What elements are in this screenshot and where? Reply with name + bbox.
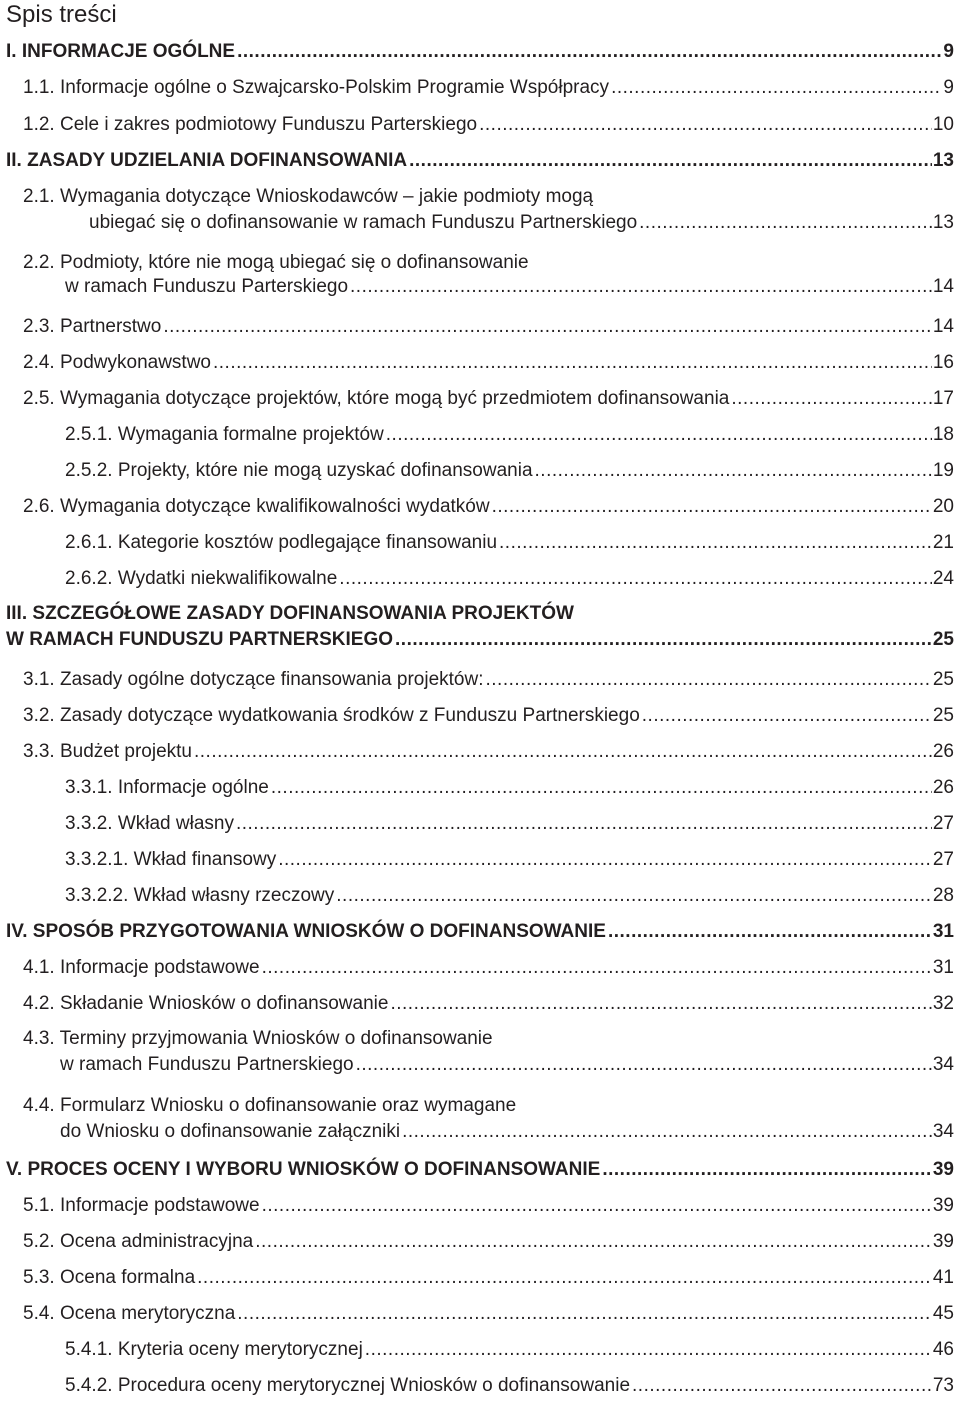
toc-entry-line: [65, 275, 954, 299]
toc-entry-text: 5.1. Informacje podstawowe: [23, 1195, 260, 1216]
toc-entry[interactable]: [23, 495, 954, 519]
toc-entry-line: [23, 1302, 954, 1326]
toc-entry-line: [23, 1266, 954, 1290]
toc-entry-text: 4.2. Składanie Wniosków o dofinansowanie: [23, 993, 389, 1014]
toc-entry-text: 2.5.1. Wymagania formalne projektów: [65, 424, 384, 445]
dot-leader: [356, 1053, 932, 1077]
dot-leader: [499, 531, 932, 555]
toc-entry-text: 2.6.1. Kategorie kosztów podlegające finansowaniu: [65, 532, 498, 553]
toc-page-number: 9: [943, 77, 954, 98]
dot-leader: [535, 459, 932, 483]
toc-page-number: 13: [932, 212, 954, 233]
toc-entry-line: [6, 920, 954, 944]
toc-entry[interactable]: [23, 387, 954, 411]
toc-entry-line: [65, 1338, 954, 1362]
dot-leader: [731, 387, 932, 411]
dot-leader: [194, 740, 932, 764]
toc-entry-text: w ramach Funduszu Partnerskiego: [60, 1054, 354, 1075]
toc-entry[interactable]: [65, 1338, 954, 1362]
toc-page-number: 39: [932, 1159, 954, 1180]
toc-entry[interactable]: [6, 1158, 954, 1182]
toc-page-number: 9: [943, 41, 954, 62]
toc-page-number: 28: [932, 885, 954, 906]
toc-page-number: 31: [932, 921, 954, 942]
toc-entry-line: [23, 113, 954, 137]
page-title: Spis treści: [6, 1, 117, 28]
toc-entry-text: IV. SPOSÓB PRZYGOTOWANIA WNIOSKÓW O DOFINANSOWANIE: [6, 921, 606, 942]
toc-entry-text: 3.3.2.2. Wkład własny rzeczowy: [65, 885, 335, 906]
dot-leader: [278, 848, 932, 872]
toc-entry[interactable]: [23, 1194, 954, 1218]
toc-entry-line: [65, 884, 954, 908]
toc-page-number: 10: [932, 114, 954, 135]
toc-page-number: 24: [932, 568, 954, 589]
toc-entry-line: [6, 1158, 954, 1182]
toc-entry[interactable]: [23, 740, 954, 764]
toc-entry[interactable]: [23, 1027, 954, 1075]
dot-leader: [197, 1266, 932, 1290]
toc-page-number: 27: [932, 813, 954, 834]
dot-leader: [271, 776, 932, 800]
toc-entry-text: II. ZASADY UDZIELANIA DOFINANSOWANIA: [6, 150, 408, 171]
dot-leader: [262, 956, 932, 980]
toc-page-number: 34: [932, 1054, 954, 1075]
dot-leader: [163, 315, 932, 339]
toc-page-number: 14: [932, 276, 954, 297]
dot-leader: [365, 1338, 932, 1362]
toc-entry-line: [60, 1120, 954, 1144]
dot-leader: [395, 628, 932, 652]
toc-entry-text: 5.2. Ocena administracyjna: [23, 1231, 254, 1252]
toc-entry-line: [65, 423, 954, 447]
toc-page-number: 27: [932, 849, 954, 870]
dot-leader: [213, 351, 932, 375]
toc-page-number: 16: [932, 352, 954, 373]
dot-leader: [492, 495, 932, 519]
dot-leader: [339, 567, 932, 591]
toc-entry[interactable]: [23, 1266, 954, 1290]
toc-entry-text: I. INFORMACJE OGÓLNE: [6, 41, 236, 62]
toc-entry[interactable]: [65, 423, 954, 447]
toc-entry-line: [6, 40, 954, 64]
toc-page-number: 31: [932, 957, 954, 978]
toc-entry[interactable]: [23, 251, 954, 297]
toc-entry[interactable]: [23, 351, 954, 375]
toc-entry-text: 2.6. Wymagania dotyczące kwalifikowalności wydatków: [23, 496, 490, 517]
toc-entry-line: [23, 1194, 954, 1218]
toc-entry[interactable]: [65, 776, 954, 800]
toc-entry-line: [23, 1230, 954, 1254]
toc-entry-line: [89, 211, 954, 235]
toc-entry[interactable]: [23, 992, 954, 1016]
toc-page-number: 45: [932, 1303, 954, 1324]
toc-entry-text: 2.3. Partnerstwo: [23, 316, 162, 337]
toc-entry[interactable]: [65, 848, 954, 872]
dot-leader: [642, 704, 932, 728]
toc-entry-line: [6, 149, 954, 173]
toc-page-number: 25: [932, 629, 954, 650]
toc-entry[interactable]: [65, 531, 954, 555]
toc-entry[interactable]: [23, 668, 954, 692]
toc-entry[interactable]: [6, 602, 954, 650]
toc-entry-line: [60, 1053, 954, 1077]
toc-entry[interactable]: [65, 884, 954, 908]
toc-entry-text: 3.1. Zasady ogólne dotyczące finansowania projektów:: [23, 669, 484, 690]
dot-leader: [611, 76, 942, 100]
toc-entry-line: [23, 668, 954, 692]
dot-leader: [237, 1302, 932, 1326]
toc-entry-text: 3.3.1. Informacje ogólne: [65, 777, 269, 798]
toc-entry-text: 2.5. Wymagania dotyczące projektów, które mogą być przedmiotem dofinansowania: [23, 388, 730, 409]
toc-page-number: 19: [932, 460, 954, 481]
toc-entry[interactable]: [23, 185, 954, 233]
toc-entry-line: [23, 351, 954, 375]
toc-page-number: 34: [932, 1121, 954, 1142]
toc-entry-text: 2.6.2. Wydatki niekwalifikowalne: [65, 568, 338, 589]
toc-entry-line: [23, 956, 954, 980]
dot-leader: [350, 275, 932, 299]
toc-entry-line: [65, 567, 954, 591]
toc-page-number: 25: [932, 705, 954, 726]
toc-page-number: 73: [932, 1375, 954, 1396]
toc-entry[interactable]: [23, 76, 954, 100]
toc-entry[interactable]: [23, 1094, 954, 1142]
dot-leader: [479, 113, 932, 137]
toc-entry-text: 3.3.2. Wkład własny: [65, 813, 234, 834]
toc-entry-text: ubiegać się o dofinansowanie w ramach Funduszu Partnerskiego: [89, 212, 638, 233]
toc-entry-text: 5.3. Ocena formalna: [23, 1267, 196, 1288]
dot-leader: [409, 149, 932, 173]
toc-entry-line: [65, 531, 954, 555]
toc-entry[interactable]: [6, 40, 954, 64]
toc-entry-line: [23, 704, 954, 728]
toc-entry-first-line: III. SZCZEGÓŁOWE ZASADY DOFINANSOWANIA PROJEKTÓW: [6, 603, 574, 624]
toc-page-number: 41: [932, 1267, 954, 1288]
toc-entry-text: 1.1. Informacje ogólne o Szwajcarsko-Polskim Programie Współpracy: [23, 77, 610, 98]
toc-entry-line: [65, 812, 954, 836]
toc-entry-text: 3.3.2.1. Wkład finansowy: [65, 849, 277, 870]
dot-leader: [255, 1230, 932, 1254]
toc-page-number: 32: [932, 993, 954, 1014]
dot-leader: [632, 1374, 932, 1398]
toc-entry[interactable]: [65, 1374, 954, 1398]
toc-entry-text: 3.3. Budżet projektu: [23, 741, 192, 762]
toc-page-number: 21: [932, 532, 954, 553]
toc-entry[interactable]: [65, 812, 954, 836]
dot-leader: [390, 992, 931, 1016]
toc-entry-text: 5.4.2. Procedura oceny merytorycznej Wniosków o dofinansowanie: [65, 1375, 631, 1396]
toc-entry-line: [65, 1374, 954, 1398]
toc-entry[interactable]: [23, 1302, 954, 1326]
toc-entry-line: [23, 315, 954, 339]
toc-entry-text: V. PROCES OCENY I WYBORU WNIOSKÓW O DOFINANSOWANIE: [6, 1159, 601, 1180]
toc-entry-line: [23, 992, 954, 1016]
toc-entry-text: 4.1. Informacje podstawowe: [23, 957, 260, 978]
toc-page-number: 25: [932, 669, 954, 690]
toc-page-number: 17: [932, 388, 954, 409]
toc-entry-first-line: 2.2. Podmioty, które nie mogą ubiegać się o dofinansowanie: [23, 252, 529, 273]
toc-entry-text: 2.5.2. Projekty, które nie mogą uzyskać dofinansowania: [65, 460, 533, 481]
toc-entry-line: [23, 76, 954, 100]
toc-entry-line: [23, 495, 954, 519]
toc-entry-first-line: 4.4. Formularz Wniosku o dofinansowanie oraz wymagane: [23, 1095, 517, 1116]
dot-leader: [486, 668, 932, 692]
toc-entry-text: 3.2. Zasady dotyczące wydatkowania środków z Funduszu Partnerskiego: [23, 705, 640, 726]
dot-leader: [402, 1120, 932, 1144]
toc-entry-text: 5.4.1. Kryteria oceny merytorycznej: [65, 1339, 363, 1360]
toc-entry-first-line: 4.3. Terminy przyjmowania Wniosków o dofinansowanie: [23, 1028, 493, 1049]
dot-leader: [602, 1158, 932, 1182]
dot-leader: [262, 1194, 932, 1218]
toc-entry-line: [23, 387, 954, 411]
toc-entry[interactable]: [23, 704, 954, 728]
toc-page-number: 26: [932, 777, 954, 798]
toc-entry[interactable]: [23, 956, 954, 980]
dot-leader: [236, 812, 932, 836]
toc-entry-text: w ramach Funduszu Parterskiego: [65, 276, 349, 297]
toc-entry[interactable]: [6, 920, 954, 944]
toc-page-number: 18: [932, 424, 954, 445]
toc-page-number: 39: [932, 1231, 954, 1252]
toc-entry-line: [23, 740, 954, 764]
toc-entry-text: W RAMACH FUNDUSZU PARTNERSKIEGO: [6, 629, 394, 650]
toc-page-number: 46: [932, 1339, 954, 1360]
dot-leader: [608, 920, 932, 944]
dot-leader: [639, 211, 932, 235]
toc-entry[interactable]: [23, 113, 954, 137]
toc-page-number: 20: [932, 496, 954, 517]
toc-entry-line: [6, 628, 954, 652]
toc-entry[interactable]: [6, 149, 954, 173]
toc-page-number: 39: [932, 1195, 954, 1216]
toc-page-number: 26: [932, 741, 954, 762]
toc-entry[interactable]: [65, 459, 954, 483]
dot-leader: [237, 40, 942, 64]
toc-entry-text: 5.4. Ocena merytoryczna: [23, 1303, 236, 1324]
dot-leader: [336, 884, 932, 908]
toc-entry-text: 2.4. Podwykonawstwo: [23, 352, 211, 373]
toc-entry-first-line: 2.1. Wymagania dotyczące Wnioskodawców – jakie podmioty mogą: [23, 186, 594, 207]
toc-entry-text: do Wniosku o dofinansowanie załączniki: [60, 1121, 401, 1142]
toc-entry-line: [65, 459, 954, 483]
toc-entry-line: [65, 848, 954, 872]
toc-entry[interactable]: [65, 567, 954, 591]
toc-entry[interactable]: [23, 1230, 954, 1254]
toc-page-number: 13: [932, 150, 954, 171]
toc-entry-text: 1.2. Cele i zakres podmiotowy Funduszu Parterskiego: [23, 114, 478, 135]
dot-leader: [386, 423, 932, 447]
toc-entry[interactable]: [23, 315, 954, 339]
toc-page-number: 14: [932, 316, 954, 337]
toc-entry-line: [65, 776, 954, 800]
